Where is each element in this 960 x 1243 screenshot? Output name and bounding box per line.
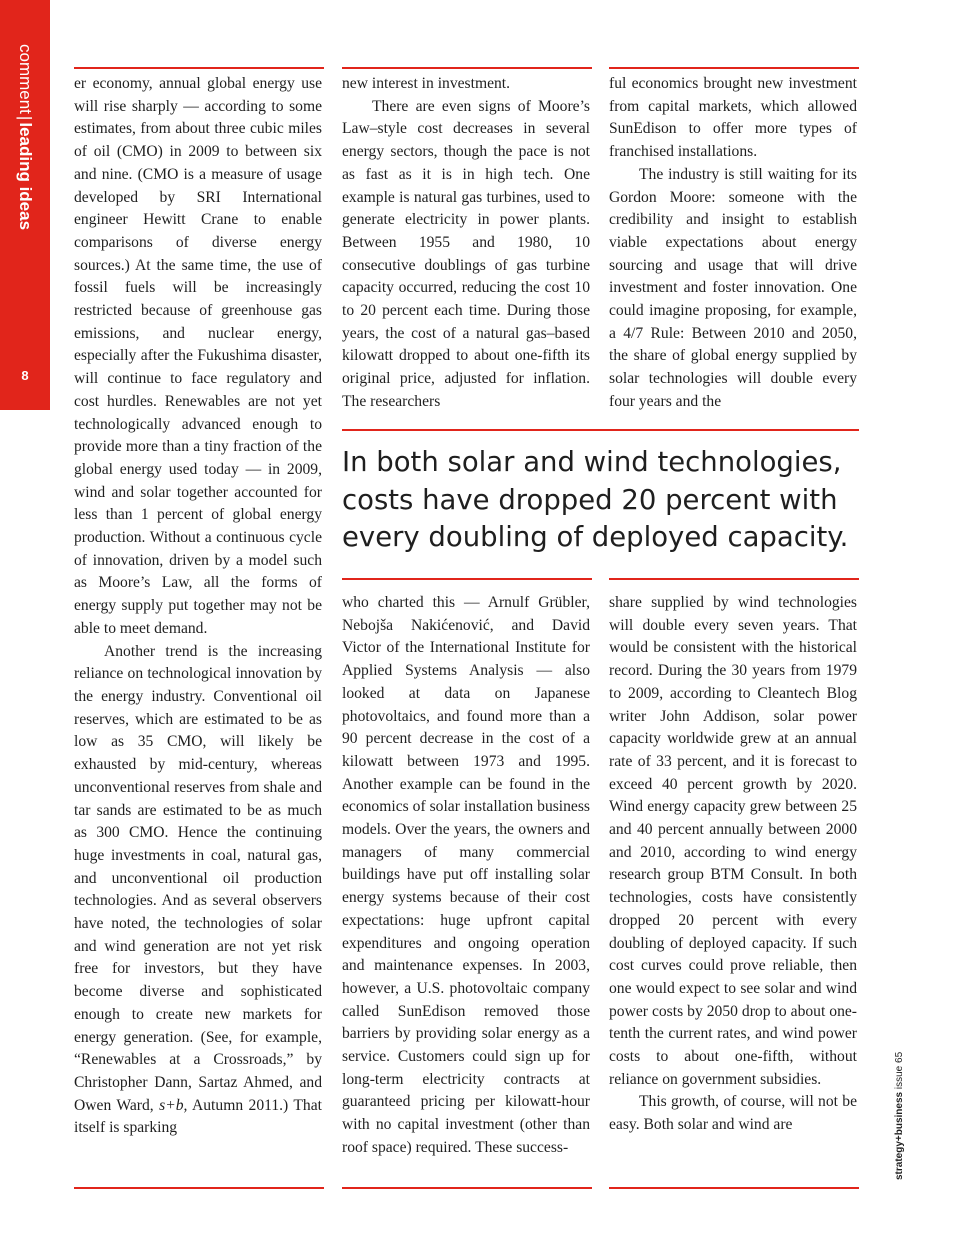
article-column-1 xyxy=(74,73,322,1140)
paragraph-text: Autumn 2011.) That itself is sparking xyxy=(74,1096,322,1137)
section-label xyxy=(6,44,44,244)
article-column-2-bottom xyxy=(342,592,590,1160)
pull-quote: In both solar and wind technologies, costs have dropped 20 percent with every doubling of deployed capacity. xyxy=(342,446,849,553)
column-rule-top-1 xyxy=(74,67,324,69)
pull-quote-rule-bottom-2 xyxy=(609,578,859,580)
section-label-bold: leading ideas xyxy=(16,122,35,231)
column-rule-bottom-2 xyxy=(342,1187,592,1189)
column-rule-bottom-3 xyxy=(609,1187,859,1189)
footer-brand: strategy+business xyxy=(894,1091,905,1180)
paragraph: ful economics brought new investment from capital markets, which allowed SunEdison to offer more types of franchised installations. xyxy=(609,75,857,161)
paragraph: er economy, annual global energy use will rise sharply — according to some estimates, from about three cubic miles of oil (CMO) in 2009 to between six and nine. (CMO is a measure of usage developed by SRI International engineer Hewitt Crane to enable comparisons of diverse energy sources.) At the same time, the use of fossil fuels will be increasingly restricted because of greenhouse gas emissions, and nuclear energy, especially after the Fukushima disaster, will continue to face regulatory and cost hurdles. Renewables are not yet technologically advanced enough to provide more than a tiny fraction of the global energy used today — in 2009, wind and solar together accounted for less than 1 percent of global energy production. Without a continuous cycle of innovation, driven by a model such as Moore’s Law, all the forms of energy supply put together may not be able to meet demand. xyxy=(74,75,322,637)
page-number: 8 xyxy=(21,368,29,383)
column-rule-top-3 xyxy=(609,67,859,69)
article-column-3-bottom xyxy=(609,592,857,1137)
paragraph: The industry is still waiting for its Gordon Moore: someone with the credibility and insight to establish viable expectations about energy sourcing and usage that will drive investment and foster innovation. One could imagine proposing, for example, a 4/7 Rule: Between 2010 and 2050, the share of global energy supplied by solar technologies will double every four years and the xyxy=(609,165,857,410)
article-column-3-top xyxy=(609,73,857,414)
paragraph-text: Another trend is the increasing reliance on technological innovation by the energy industry. Conventional oil reserves, which are estimated to be as low as 35 CMO, will likely be exhausted by mid-century, whereas unconventional reserves from shale and tar sands are estimated to be as much as 300 CMO. Hence the continuing huge investments in coal, natural gas, and unconventional oil production technologies. And as several observers have noted, the technologies of solar and wind generation are not yet risk free for investors, but they have become diverse and sophisticated enough to create new markets for energy generation. (See, for example, “Renewables at a Crossroads,” by Christopher Dann, Sartaz Ahmed, and Owen Ward, xyxy=(74,642,322,1114)
pull-quote-rule-bottom-1 xyxy=(342,578,592,580)
footer-issue: issue 65 xyxy=(894,1051,905,1092)
paragraph xyxy=(74,641,322,1140)
section-label-light: comment xyxy=(16,44,35,114)
paragraph: There are even signs of Moore’s Law–style cost decreases in several energy sectors, though the pace is not as fast as it is in high tech. One example is natural gas turbines, used to generate electricity in power plants. Between 1955 and 1980, 10 consecutive doublings of gas turbine capacity occurred, reducing the cost 10 to 20 percent each time. During those years, the cost of a natural gas–based kilowatt dropped to about one-fifth its original price, adjusted for inflation. The researchers xyxy=(342,97,590,410)
paragraph: This growth, of course, will not be easy. Both solar and wind are xyxy=(609,1093,857,1134)
paragraph: who charted this — Arnulf Grübler, Nebojša Nakićenović, and David Victor of the International Institute for Applied Systems Analysis — also looked at data on Japanese photovoltaics, and found more than a 90 percent decrease in the cost of a kilowatt between 1973 and 1995. Another example can be found in the economics of solar installation business models. Over the years, the owners and managers of many commercial buildings have put off installing solar energy systems because of their cost expectations: huge upfront capital expenditures and ongoing operation and maintenance expenses. In 2003, however, a U.S. photovoltaic company called SunEdison removed those barriers by providing solar energy as a service. Customers could sign up for long-term electricity contracts at guaranteed pricing per kilowatt-hour with no capital investment (other than roof space) required. These success- xyxy=(342,594,590,1156)
column-rule-bottom-1 xyxy=(74,1187,324,1189)
publication-footer xyxy=(890,1051,910,1180)
article-column-2-top xyxy=(342,73,590,414)
pull-quote-rule-top xyxy=(342,429,859,431)
column-rule-top-2 xyxy=(342,67,592,69)
section-label-separator: | xyxy=(16,115,35,121)
paragraph: share supplied by wind technologies will double every seven years. That would be consistent with the historical record. During the 30 years from 1979 to 2009, according to Cleantech Blog writer John Addison, solar power capacity worldwide grew at an annual rate of 33 percent, and it is forecast to exceed 40 percent growth by 2020. Wind energy capacity grew between 25 and 40 percent annually between 2000 and 2010, according to wind energy research group BTM Consult. In both technologies, costs have consistently dropped 20 percent with every doubling of deployed capacity. If such cost curves could prove reliable, then one would expect to see solar and wind power costs by 2050 drop to about one-tenth the current rates, and wind power costs to about one-fifth, without reliance on government subsidies. xyxy=(609,594,857,1088)
paragraph: new interest in investment. xyxy=(342,75,511,92)
publication-name: s+b, xyxy=(159,1096,188,1114)
